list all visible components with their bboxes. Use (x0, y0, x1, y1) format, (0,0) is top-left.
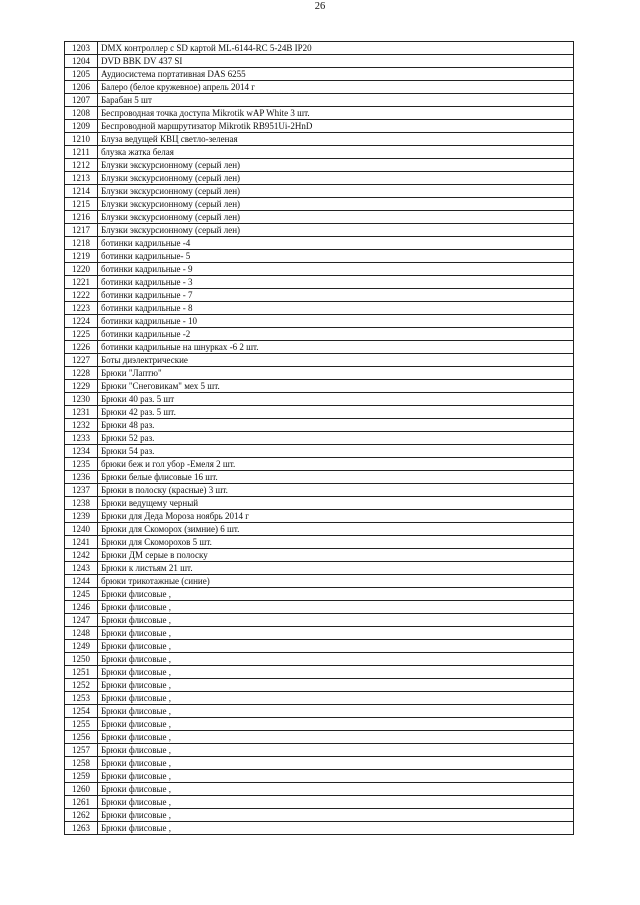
item-name: DMX контроллер с SD картой ML-6144-RC 5-24В IP20 (98, 42, 574, 55)
item-name: Брюки флисовые , (98, 666, 574, 679)
page-number: 26 (314, 1, 326, 12)
item-number: 1240 (65, 523, 98, 536)
table-row (65, 81, 574, 94)
item-name: Беспроводная точка доступа Mikrotik wAP White 3 шт. (98, 107, 574, 120)
item-name: Брюки флисовые , (98, 809, 574, 822)
item-name: Брюки флисовые , (98, 614, 574, 627)
item-name: ботинки кадрильные -2 (98, 328, 574, 341)
item-number: 1252 (65, 679, 98, 692)
table-row (65, 484, 574, 497)
item-name: ботинки кадрильные - 7 (98, 289, 574, 302)
item-number: 1235 (65, 458, 98, 471)
item-name: брюки трикотажные (синие) (98, 575, 574, 588)
item-number: 1236 (65, 471, 98, 484)
item-name: ботинки кадрильные - 10 (98, 315, 574, 328)
item-number: 1253 (65, 692, 98, 705)
item-name: Блузки экскурсионному (серый лен) (98, 185, 574, 198)
table-row (65, 68, 574, 81)
item-number: 1239 (65, 510, 98, 523)
table-row (65, 497, 574, 510)
item-name: Брюки ведущему черный (98, 497, 574, 510)
item-number: 1206 (65, 81, 98, 94)
table-row (65, 42, 574, 55)
item-name: Брюки флисовые , (98, 783, 574, 796)
table-row (65, 133, 574, 146)
table-row (65, 380, 574, 393)
item-name: Брюки флисовые , (98, 822, 574, 835)
item-number: 1248 (65, 627, 98, 640)
table-row (65, 822, 574, 835)
table-row (65, 341, 574, 354)
item-name: Блузки экскурсионному (серый лен) (98, 198, 574, 211)
item-number: 1209 (65, 120, 98, 133)
table-row (65, 393, 574, 406)
item-name: Брюки флисовые , (98, 692, 574, 705)
item-number: 1228 (65, 367, 98, 380)
item-name: Беспроводной маршрутизатор Mikrotik RB951Ui-2HnD (98, 120, 574, 133)
item-number: 1238 (65, 497, 98, 510)
table-row (65, 549, 574, 562)
table-row (65, 692, 574, 705)
item-number: 1227 (65, 354, 98, 367)
item-number: 1259 (65, 770, 98, 783)
item-number: 1234 (65, 445, 98, 458)
item-number: 1245 (65, 588, 98, 601)
item-number: 1261 (65, 796, 98, 809)
table-row (65, 55, 574, 68)
item-name: Аудиосистема портативная DAS 6255 (98, 68, 574, 81)
item-number: 1222 (65, 289, 98, 302)
table-row (65, 627, 574, 640)
inventory-table (64, 41, 574, 835)
table-row (65, 185, 574, 198)
item-number: 1249 (65, 640, 98, 653)
item-name: Брюки 54 раз. (98, 445, 574, 458)
table-row (65, 107, 574, 120)
item-name: Брюки флисовые , (98, 744, 574, 757)
item-number: 1219 (65, 250, 98, 263)
table-row (65, 770, 574, 783)
item-number: 1220 (65, 263, 98, 276)
item-name: Брюки к листьям 21 шт. (98, 562, 574, 575)
table-row (65, 705, 574, 718)
table-row (65, 159, 574, 172)
item-number: 1244 (65, 575, 98, 588)
table-row (65, 458, 574, 471)
table-row (65, 471, 574, 484)
table-row (65, 536, 574, 549)
item-number: 1231 (65, 406, 98, 419)
item-number: 1247 (65, 614, 98, 627)
item-number: 1225 (65, 328, 98, 341)
table-row (65, 796, 574, 809)
item-name: Брюки для Скоморох (зимние) 6 шт. (98, 523, 574, 536)
table-row (65, 315, 574, 328)
item-name: ботинки кадрильные - 8 (98, 302, 574, 315)
item-number: 1214 (65, 185, 98, 198)
item-name: ботинки кадрильные- 5 (98, 250, 574, 263)
item-number: 1229 (65, 380, 98, 393)
item-number: 1223 (65, 302, 98, 315)
item-name: Блузки экскурсионному (серый лен) (98, 211, 574, 224)
table-row (65, 224, 574, 237)
item-number: 1258 (65, 757, 98, 770)
item-number: 1221 (65, 276, 98, 289)
table-row (65, 354, 574, 367)
table-row (65, 523, 574, 536)
table-row (65, 302, 574, 315)
item-name: Брюки флисовые , (98, 718, 574, 731)
item-name: брюки беж и гол убор -Емеля 2 шт. (98, 458, 574, 471)
table-row (65, 146, 574, 159)
table-row (65, 783, 574, 796)
table-row (65, 419, 574, 432)
item-number: 1254 (65, 705, 98, 718)
item-number: 1260 (65, 783, 98, 796)
table-row (65, 653, 574, 666)
item-number: 1242 (65, 549, 98, 562)
table-row (65, 614, 574, 627)
item-name: Брюки флисовые , (98, 757, 574, 770)
inventory-table-body (65, 42, 574, 835)
item-name: Брюки для Скоморохов 5 шт. (98, 536, 574, 549)
table-row (65, 679, 574, 692)
table-row (65, 432, 574, 445)
item-number: 1216 (65, 211, 98, 224)
item-name: Брюки флисовые , (98, 796, 574, 809)
item-name: Брюки 52 раз. (98, 432, 574, 445)
item-name: Брюки ДМ серые в полоску (98, 549, 574, 562)
item-name: Блуза ведущей КВЦ светло-зеленая (98, 133, 574, 146)
item-number: 1207 (65, 94, 98, 107)
item-name: Брюки флисовые , (98, 770, 574, 783)
item-number: 1246 (65, 601, 98, 614)
item-name: Брюки для Деда Мороза ноябрь 2014 г (98, 510, 574, 523)
table-row (65, 289, 574, 302)
item-name: Блузки экскурсионному (серый лен) (98, 172, 574, 185)
item-number: 1211 (65, 146, 98, 159)
item-number: 1226 (65, 341, 98, 354)
item-name: Брюки флисовые , (98, 627, 574, 640)
item-name: Брюки "Снеговикам" мех 5 шт. (98, 380, 574, 393)
item-number: 1251 (65, 666, 98, 679)
item-number: 1233 (65, 432, 98, 445)
item-name: Брюки 48 раз. (98, 419, 574, 432)
table-row (65, 406, 574, 419)
item-number: 1224 (65, 315, 98, 328)
item-name: Барабан 5 шт (98, 94, 574, 107)
item-name: ботинки кадрильные - 3 (98, 276, 574, 289)
table-row (65, 510, 574, 523)
item-number: 1243 (65, 562, 98, 575)
item-name: Брюки флисовые , (98, 731, 574, 744)
item-name: Брюки "Лаптю" (98, 367, 574, 380)
item-name: ботинки кадрильные -4 (98, 237, 574, 250)
table-row (65, 237, 574, 250)
item-name: Брюки в полоску (красные) 3 шт. (98, 484, 574, 497)
item-number: 1241 (65, 536, 98, 549)
item-number: 1204 (65, 55, 98, 68)
item-name: Брюки 42 раз. 5 шт. (98, 406, 574, 419)
table-row (65, 575, 574, 588)
item-name: Блузки экскурсионному (серый лен) (98, 159, 574, 172)
table-row (65, 172, 574, 185)
item-name: Брюки флисовые , (98, 705, 574, 718)
item-number: 1210 (65, 133, 98, 146)
table-row (65, 328, 574, 341)
item-name: Брюки флисовые , (98, 640, 574, 653)
item-name: Брюки флисовые , (98, 588, 574, 601)
item-number: 1262 (65, 809, 98, 822)
item-name: блузка жатка белая (98, 146, 574, 159)
table-row (65, 250, 574, 263)
item-number: 1208 (65, 107, 98, 120)
item-name: Брюки флисовые , (98, 653, 574, 666)
table-row (65, 276, 574, 289)
item-number: 1230 (65, 393, 98, 406)
item-name: Боты диэлектрические (98, 354, 574, 367)
table-row (65, 445, 574, 458)
item-number: 1203 (65, 42, 98, 55)
item-number: 1217 (65, 224, 98, 237)
item-number: 1256 (65, 731, 98, 744)
item-number: 1212 (65, 159, 98, 172)
item-name: ботинки кадрильные - 9 (98, 263, 574, 276)
item-number: 1218 (65, 237, 98, 250)
item-name: Брюки флисовые , (98, 601, 574, 614)
table-row (65, 367, 574, 380)
table-row (65, 731, 574, 744)
item-number: 1213 (65, 172, 98, 185)
item-name: Брюки 40 раз. 5 шт (98, 393, 574, 406)
table-row (65, 601, 574, 614)
table-row (65, 198, 574, 211)
item-number: 1232 (65, 419, 98, 432)
table-row (65, 640, 574, 653)
item-name: DVD BBK DV 437 SI (98, 55, 574, 68)
table-row (65, 809, 574, 822)
table-row (65, 120, 574, 133)
item-number: 1250 (65, 653, 98, 666)
item-name: Брюки белые флисовые 16 шт. (98, 471, 574, 484)
table-row (65, 588, 574, 601)
table-row (65, 94, 574, 107)
item-number: 1257 (65, 744, 98, 757)
item-number: 1237 (65, 484, 98, 497)
table-row (65, 718, 574, 731)
table-row (65, 744, 574, 757)
item-name: Блузки экскурсионному (серый лен) (98, 224, 574, 237)
table-row (65, 211, 574, 224)
item-number: 1255 (65, 718, 98, 731)
item-name: Балеро (белое кружевное) апрель 2014 г (98, 81, 574, 94)
item-number: 1215 (65, 198, 98, 211)
table-row (65, 562, 574, 575)
table-row (65, 666, 574, 679)
item-name: ботинки кадрильные на шнурках -6 2 шт. (98, 341, 574, 354)
item-number: 1205 (65, 68, 98, 81)
item-name: Брюки флисовые , (98, 679, 574, 692)
item-number: 1263 (65, 822, 98, 835)
table-row (65, 757, 574, 770)
table-row (65, 263, 574, 276)
